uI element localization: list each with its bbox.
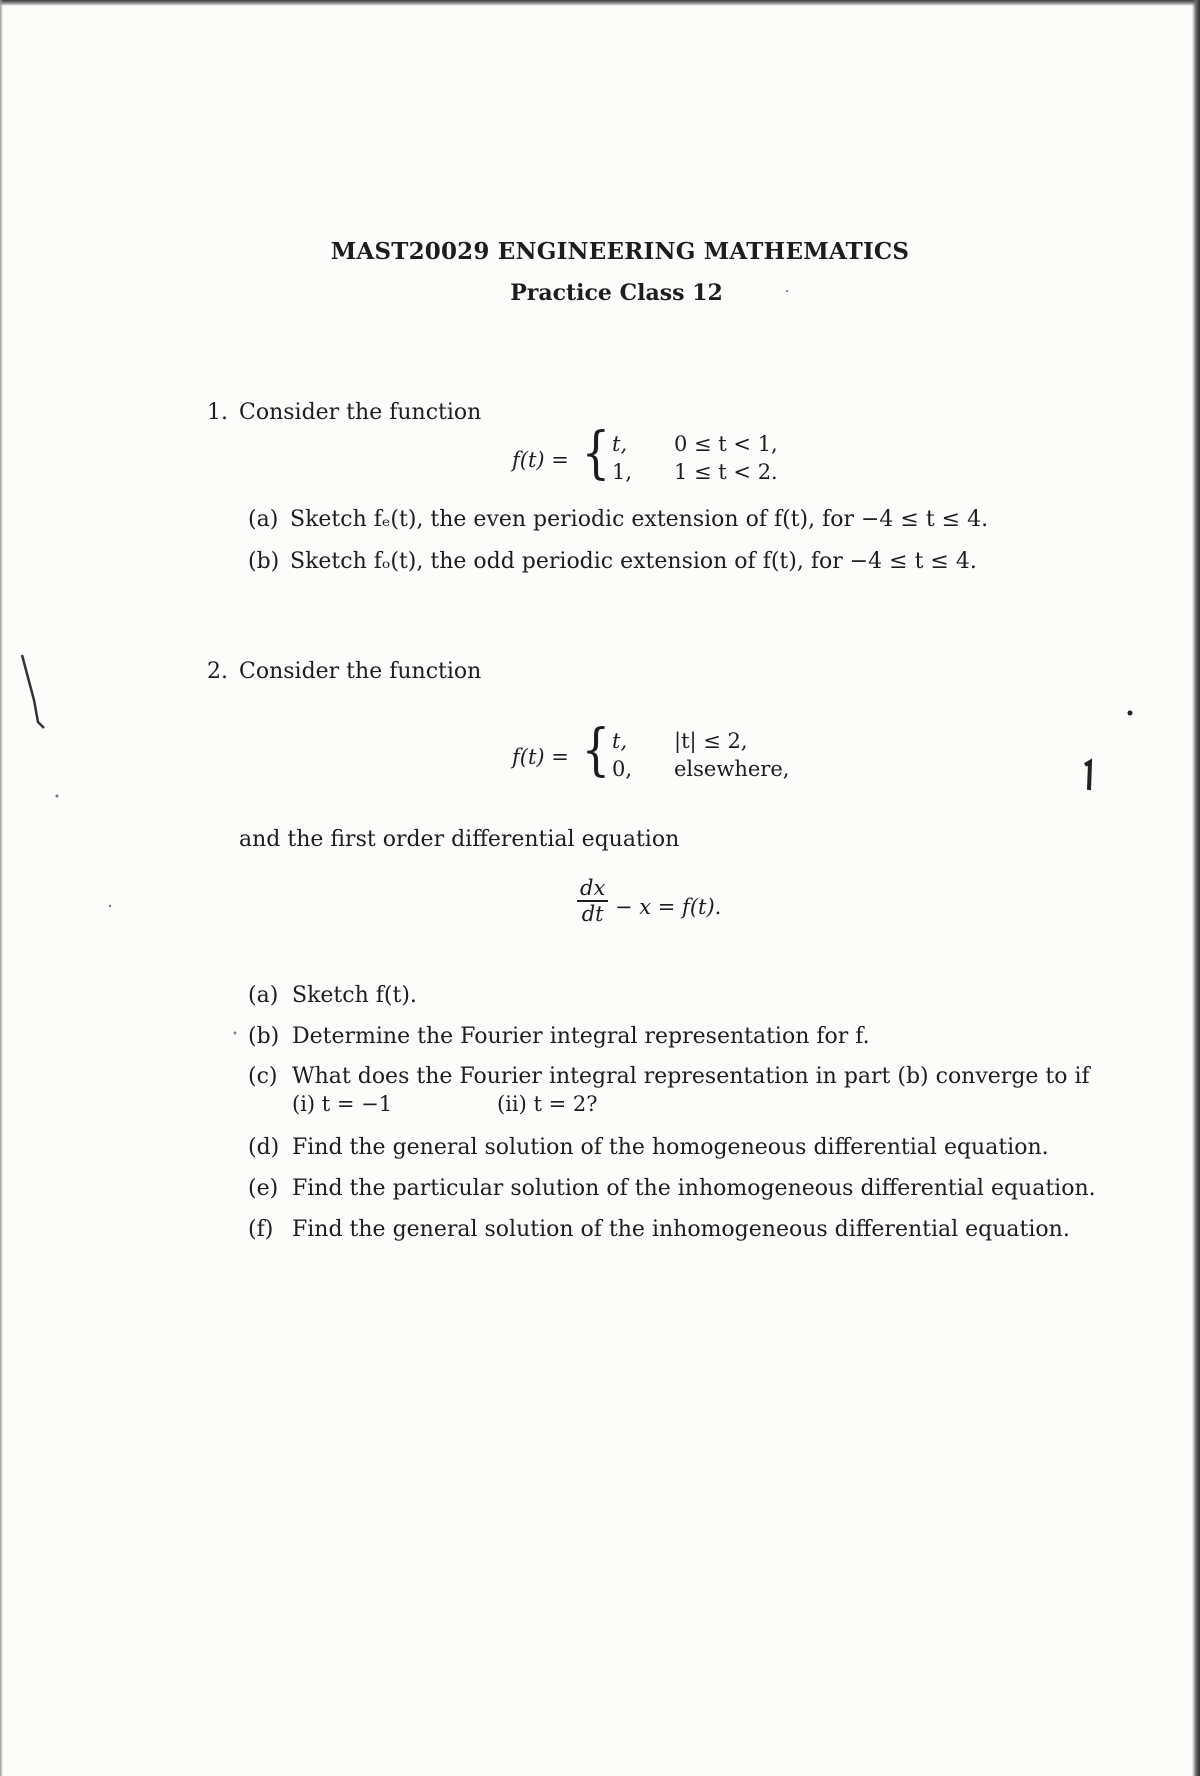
q1-part-a-text: Sketch fₑ(t), the even periodic extension of f(t), for −4 ≤ t ≤ 4. [290, 507, 989, 532]
speck [234, 1032, 237, 1035]
q2-derivative-fraction [577, 876, 608, 926]
q2-case2-condition: elsewhere, [674, 757, 790, 781]
q2-number: 2. [207, 659, 228, 684]
q2-case1-condition: |t| ≤ 2, [674, 729, 748, 753]
q2-part-c-label: (c) [248, 1064, 278, 1089]
speck [56, 795, 59, 798]
q2-part-c-i: (i) t = −1 [292, 1092, 393, 1116]
q2-de-denominator: dt [581, 901, 604, 926]
q2-case1-value: t, [612, 729, 628, 753]
q1-case1-value: t, [612, 432, 628, 456]
speck [1128, 711, 1133, 716]
q2-brace: { [581, 718, 611, 783]
q2-part-b-text: Determine the Fourier integral representation for f. [292, 1024, 870, 1049]
q1-case2-value: 1, [612, 460, 633, 484]
page-title: MAST20029 ENGINEERING MATHEMATICS [330, 238, 910, 265]
q2-lhs: f(t) = [512, 745, 569, 769]
q2-piecewise-function [512, 718, 812, 791]
q1-case2-condition: 1 ≤ t < 2. [674, 460, 778, 484]
q2-part-a-label: (a) [248, 983, 279, 1008]
q1-number: 1. [207, 400, 228, 425]
q2-part-b-label: (b) [248, 1024, 280, 1049]
q2-de-intro: and the first order differential equation [239, 827, 680, 852]
q2-part-d-label: (d) [248, 1135, 280, 1160]
q2-intro: Consider the function [239, 659, 482, 684]
q2-part-c-text: What does the Fourier integral representation in part (b) converge to if [292, 1064, 1090, 1089]
page-subtitle: Practice Class 12 [510, 280, 723, 306]
pen-mark-right [1085, 762, 1090, 790]
q1-part-a-label: (a) [248, 507, 279, 532]
q2-part-e-text: Find the particular solution of the inhomogeneous differential equation. [292, 1176, 1096, 1201]
q1-lhs: f(t) = [512, 448, 569, 472]
q1-part-b-text: Sketch fₒ(t), the odd periodic extension of f(t), for −4 ≤ t ≤ 4. [290, 549, 977, 574]
q2-part-f-label: (f) [248, 1217, 274, 1242]
q2-part-c-ii: (ii) t = 2? [497, 1092, 598, 1116]
q2-case2-value: 0, [612, 757, 633, 781]
q1-part-b-label: (b) [248, 549, 280, 574]
q2-de-rest: − x = f(t). [615, 895, 722, 919]
q2-part-a-text: Sketch f(t). [292, 983, 417, 1008]
q1-piecewise-function [512, 421, 812, 494]
speck [109, 905, 111, 907]
pen-mark-left [22, 655, 44, 728]
q2-part-f-text: Find the general solution of the inhomogeneous differential equation. [292, 1217, 1070, 1242]
q2-de-numerator: dx [580, 876, 606, 900]
q2-part-d-text: Find the general solution of the homogeneous differential equation. [292, 1135, 1049, 1160]
q1-case1-condition: 0 ≤ t < 1, [674, 432, 778, 456]
q2-part-e-label: (e) [248, 1176, 279, 1201]
q1-brace: { [581, 421, 611, 486]
q1-intro: Consider the function [239, 400, 482, 425]
